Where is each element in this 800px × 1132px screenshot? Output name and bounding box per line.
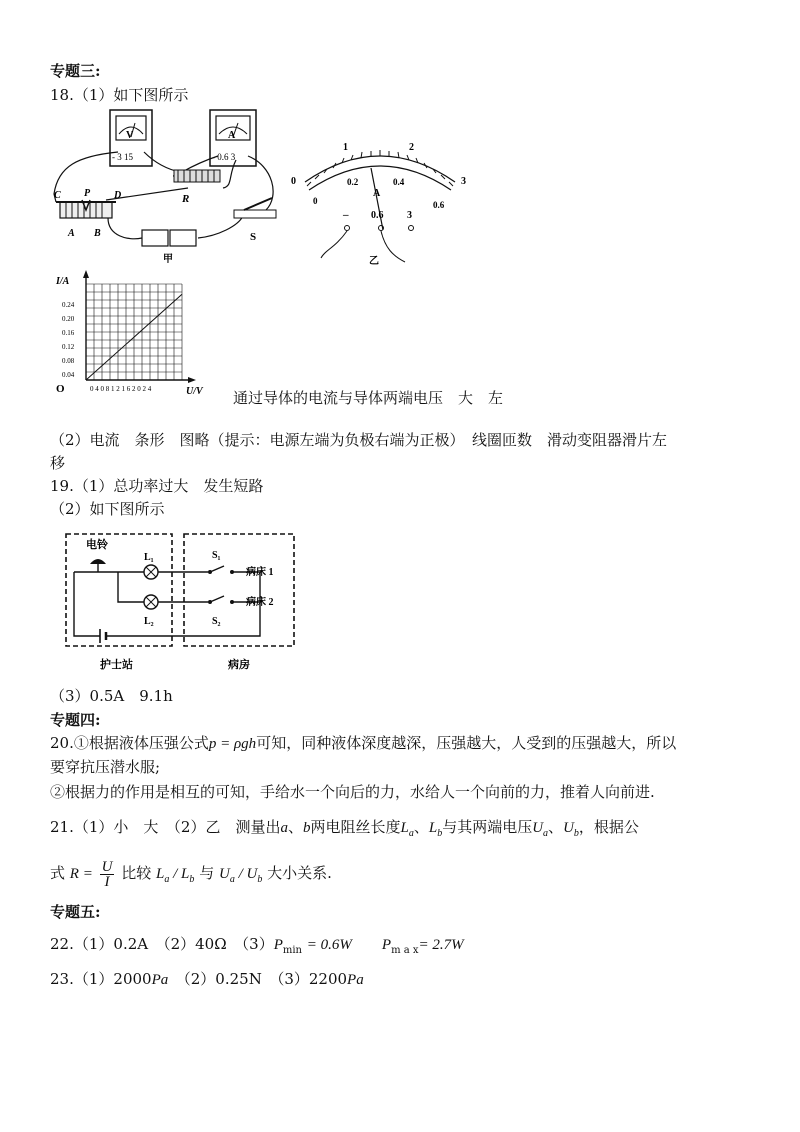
q18-part1-label: 18.（1）如下图所示	[50, 86, 189, 104]
label-L2: L₂	[144, 616, 154, 627]
q18-part1-answer: 通过导体的电流与导体两端电压 大 左	[233, 389, 504, 407]
graph-x-axis-label: U/V	[186, 386, 203, 397]
yi-scale-top-1: 1	[343, 142, 348, 153]
caption-yi: 乙	[369, 256, 379, 267]
graph-y-tick-0-08: 0.08	[62, 357, 75, 365]
q20-formula: p = ρgh	[208, 736, 257, 752]
label-C: C	[54, 190, 61, 201]
figure-jia-circuit	[48, 106, 288, 264]
yi-terminal-0-6: 0.6	[371, 210, 384, 221]
voltmeter-icon	[110, 110, 152, 166]
yi-scale-bottom-0-2: 0.2	[347, 177, 359, 187]
label-S1: S₁	[212, 550, 221, 561]
caption-jia: 甲	[163, 254, 173, 264]
yi-scale-top-0: 0	[291, 176, 296, 187]
ammeter-icon	[210, 110, 256, 166]
graph-y-tick-0-12: 0.12	[62, 343, 75, 351]
label-S2: S₂	[212, 616, 221, 627]
q23-line: 23.（1）2000Pa （2）0.25N （3）2200Pa	[50, 970, 364, 988]
q21-line2: 式 R = $\frac{U}{I}$ 比较 $L_a / L_b$ 与 $U_a / U_b$ 大小关系.	[50, 858, 332, 890]
graph-y-tick-0-20: 0.20	[62, 315, 75, 323]
q22-line: 22.（1）0.2A （2）40Ω $(3)P_{min} = 0.6W$ $P_{m a x}= 2.7W$	[50, 935, 464, 956]
ward-box	[184, 534, 294, 646]
graph-y-axis-label: I/A	[56, 276, 70, 287]
q19-part2-label: （2）如下图所示	[50, 500, 165, 518]
graph-y-tick-0-16: 0.16	[62, 329, 75, 337]
q21-line1: 21.（1）小 大 （2）乙 测量出a、b两电阻丝长度$L_a$、$L_b$与其两端电压$U_a$、$U_b$，根据公	[50, 818, 639, 839]
yi-scale-top-3: 3	[461, 176, 466, 187]
bell-icon	[90, 559, 106, 564]
q20-line1-post: 可知，同种液体深度越深，压强越大，人受到的压强越大，所以	[256, 734, 677, 752]
q18-part2-line1: （2）电流 条形 图略（提示：电源左端为负极右端为正极） 线圈匝数 滑动变阻器滑片左	[50, 431, 668, 449]
switch-S2-icon	[210, 596, 224, 602]
yi-terminal-minus: –	[343, 209, 349, 221]
graph-y-tick-0-04: 0.04	[62, 371, 75, 379]
label-D: D	[114, 190, 122, 201]
ammeter-terminals: - 0.6 3	[212, 152, 236, 162]
label-P: P	[84, 188, 91, 199]
graph-origin: O	[56, 383, 65, 395]
label-bell: 电铃	[86, 539, 108, 551]
label-bed2: 病床 2	[246, 597, 274, 608]
figure-yi-meter-scale	[285, 138, 485, 270]
label-bed1: 病床 1	[246, 567, 274, 578]
label-A: A	[68, 228, 75, 239]
q19-part3: （3）0.5A 9.1h	[50, 687, 173, 705]
nurse-station-box	[66, 534, 172, 646]
switch-S1-icon	[210, 566, 224, 572]
yi-scale-top-2: 2	[409, 142, 414, 153]
yi-scale-bottom-0-4: 0.4	[393, 177, 405, 187]
yi-meter-symbol: A	[373, 188, 381, 199]
yi-scale-bottom-0-6: 0.6	[433, 200, 445, 210]
label-nurse-station: 护士站	[100, 659, 133, 671]
q19-part1: 19.（1）总功率过大 发生短路	[50, 477, 264, 495]
label-R: R	[182, 193, 190, 205]
label-ward: 病房	[228, 659, 250, 671]
graph-grid	[86, 284, 182, 380]
q20-line3: ②根据力的作用是相互的可知，手给水一个向后的力，水给人一个向前的力，推着人向前进.	[50, 783, 655, 801]
label-S: S	[250, 231, 257, 243]
voltmeter-terminals: - 3 15	[112, 152, 133, 162]
voltmeter-symbol: V	[126, 130, 134, 141]
label-L1: L₁	[144, 552, 154, 563]
q18-part2-line2: 移	[50, 454, 66, 472]
yi-scale-bottom-0: 0	[313, 196, 318, 206]
section-5-heading: 专题五:	[50, 903, 101, 921]
figure-iu-graph	[50, 268, 220, 400]
section-3-heading: 专题三:	[50, 62, 101, 80]
label-B: B	[94, 228, 101, 239]
figure-nurse-call-circuit	[60, 528, 310, 676]
graph-x-ticks: 0 4 0 8 1 2 1 6 2 0 2 4	[90, 385, 152, 393]
q21-fraction: $\frac{U}{I}$	[101, 858, 113, 890]
q20-line2: 要穿抗压潜水服;	[50, 758, 161, 776]
graph-y-tick-0-24: 0.24	[62, 301, 75, 309]
section-4-heading: 专题四:	[50, 711, 101, 729]
q20-line1-pre: 20.①根据液体压强公式	[50, 734, 209, 752]
q20-line1	[50, 733, 676, 754]
yi-terminal-3: 3	[407, 210, 412, 221]
ammeter-symbol: A	[228, 130, 236, 141]
